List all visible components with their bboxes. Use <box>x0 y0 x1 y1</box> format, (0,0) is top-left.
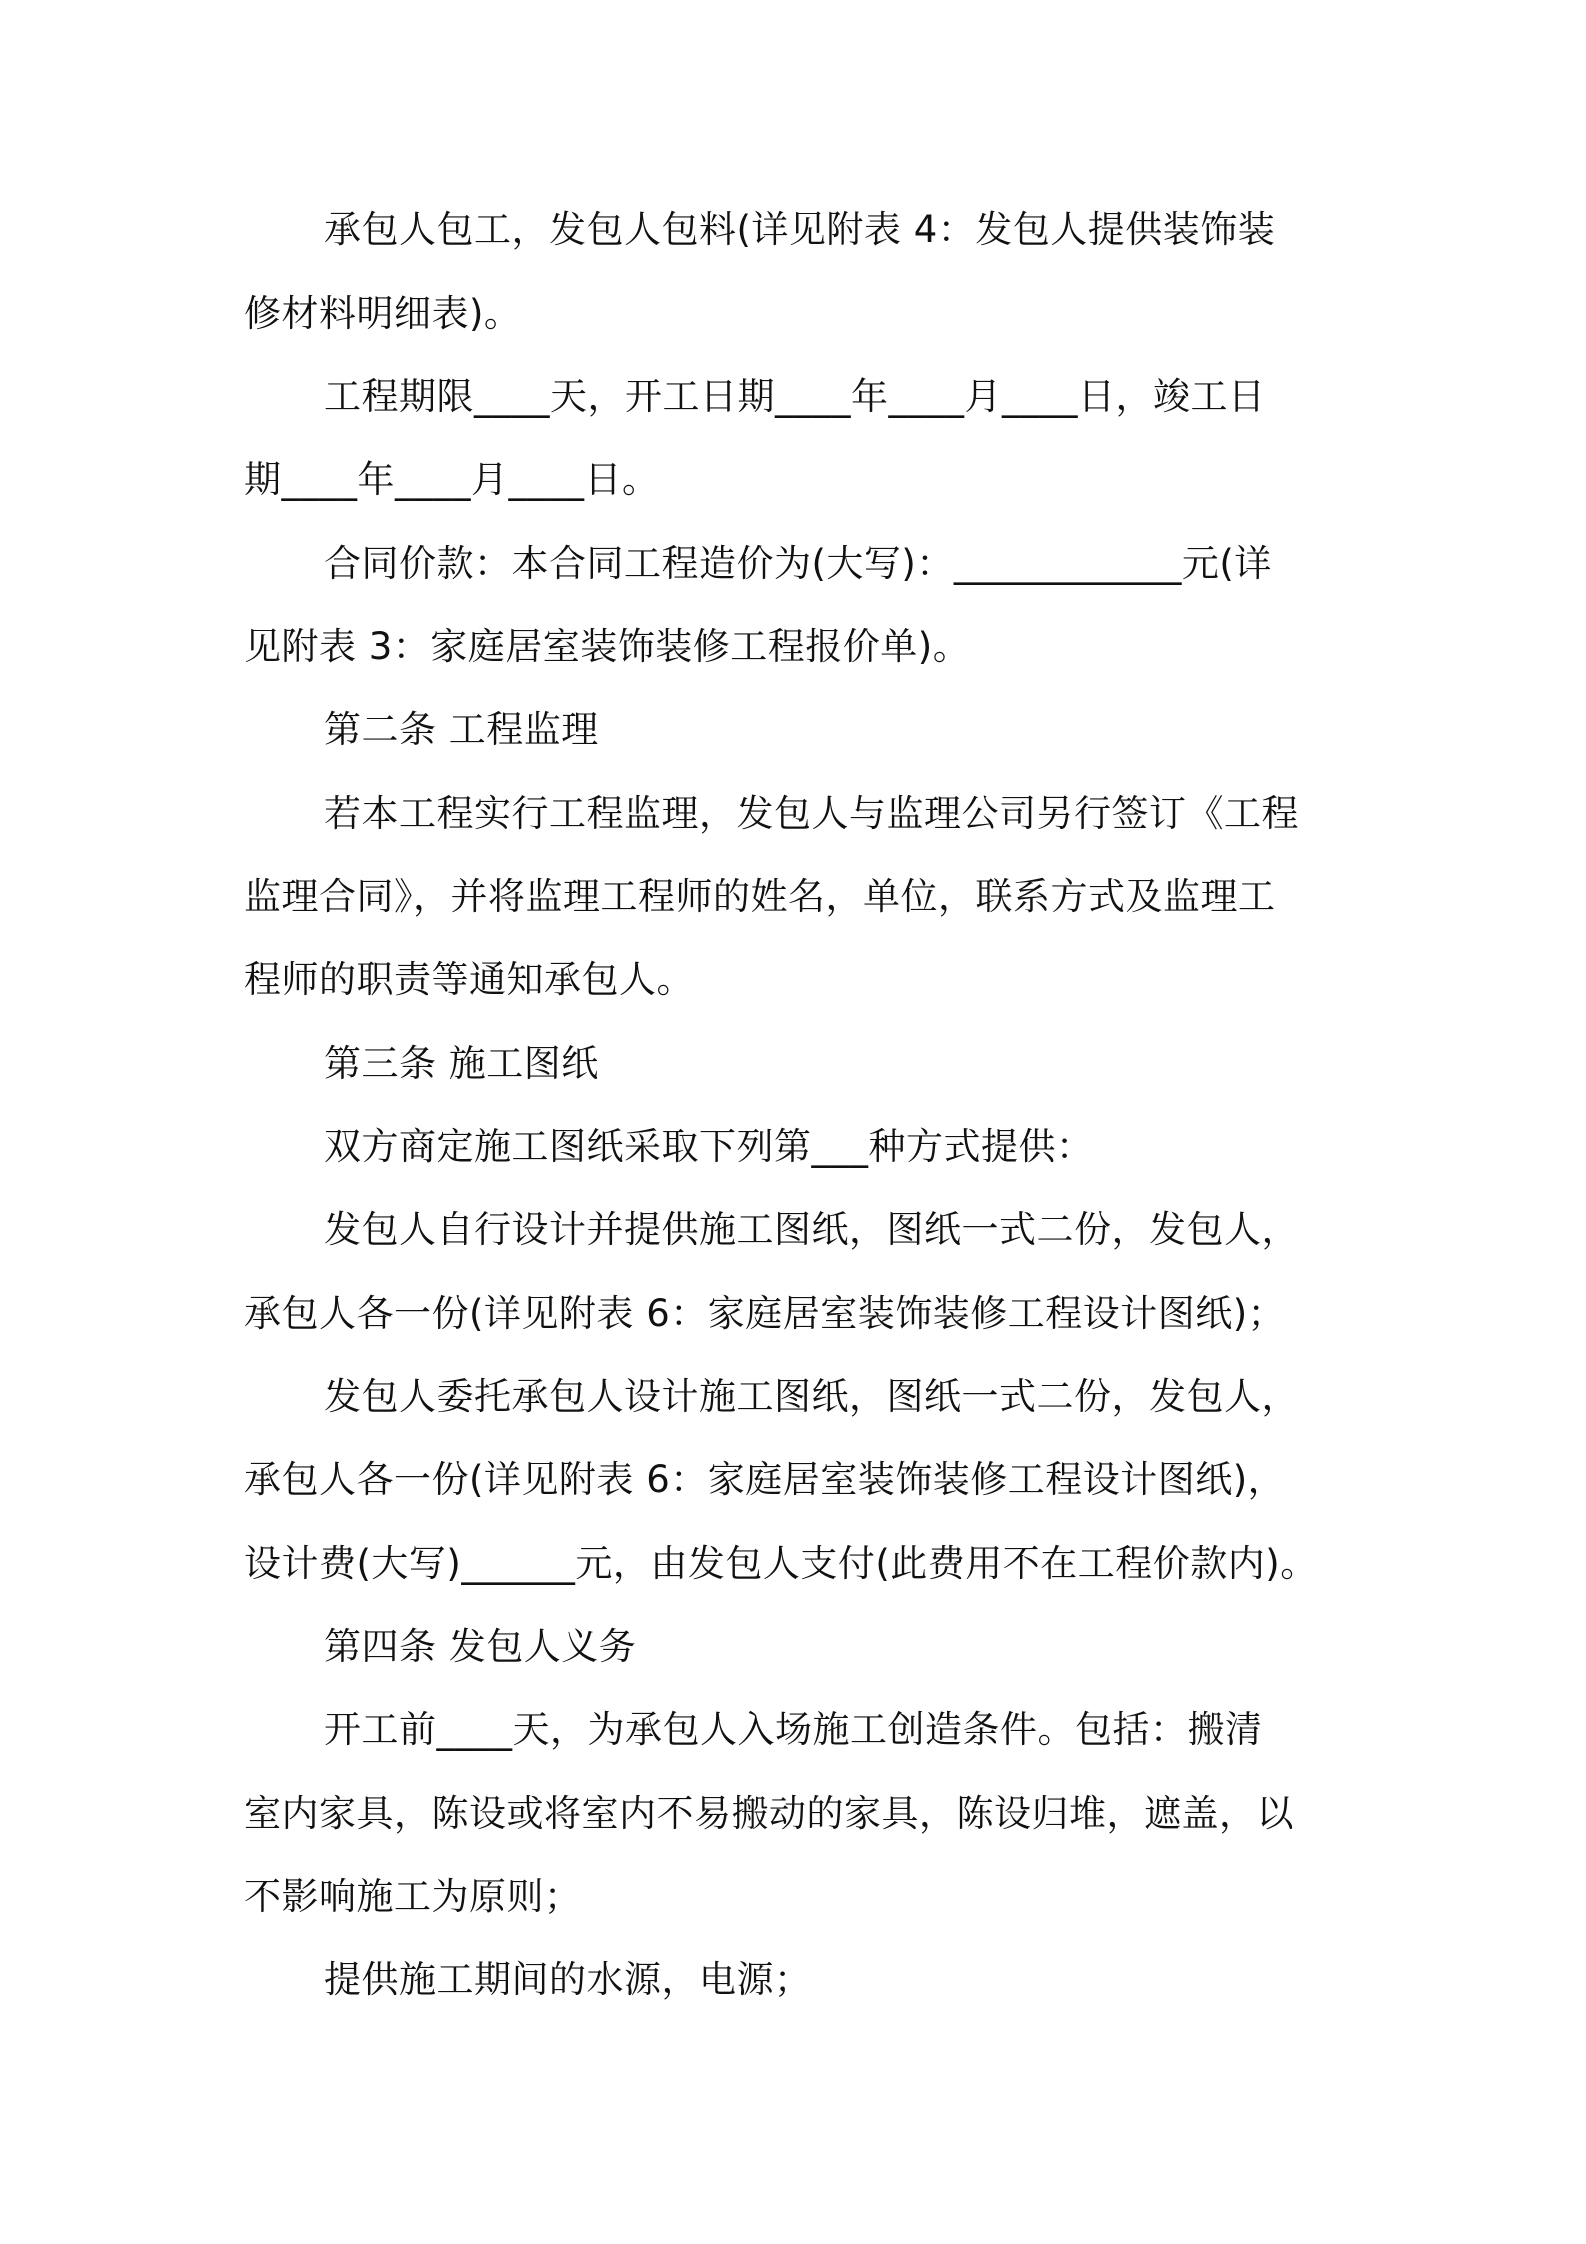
text-line: 发包人委托承包人设计施工图纸，图纸一式二份，发包人， <box>324 1375 1299 1418</box>
text-line: 工程期限____天，开工日期____年____月____日，竣工日 <box>324 375 1266 418</box>
text-line: 双方商定施工图纸采取下列第___种方式提供： <box>324 1125 1094 1168</box>
text-line: 修材料明细表)。 <box>244 292 522 335</box>
text-line: 不影响施工为原则； <box>244 1875 582 1918</box>
text-line: 程师的职责等通知承包人。 <box>244 958 694 1001</box>
text-line: 承包人各一份(详见附表 6：家庭居室装饰装修工程设计图纸)； <box>244 1292 1286 1335</box>
text-line: 承包人各一份(详见附表 6：家庭居室装饰装修工程设计图纸)， <box>244 1458 1286 1501</box>
section-heading: 第二条 工程监理 <box>324 708 599 751</box>
section-heading: 第四条 发包人义务 <box>324 1625 637 1668</box>
section-heading: 第三条 施工图纸 <box>324 1042 599 1085</box>
text-line: 提供施工期间的水源，电源； <box>324 1958 812 2001</box>
text-line: 期____年____月____日。 <box>244 458 660 501</box>
text-line: 若本工程实行工程监理，发包人与监理公司另行签订《工程 <box>324 792 1299 835</box>
text-line: 承包人包工，发包人包料(详见附表 4：发包人提供装饰装 <box>324 208 1276 251</box>
text-line: 发包人自行设计并提供施工图纸，图纸一式二份，发包人， <box>324 1208 1299 1251</box>
text-line: 见附表 3：家庭居室装饰装修工程报价单)。 <box>244 625 971 668</box>
text-line: 合同价款：本合同工程造价为(大写)：____________元(详 <box>324 542 1272 585</box>
text-line: 监理合同》，并将监理工程师的姓名，单位，联系方式及监理工 <box>244 875 1276 918</box>
text-line: 设计费(大写)______元，由发包人支付(此费用不在工程价款内)。 <box>244 1542 1318 1585</box>
text-line: 室内家具，陈设或将室内不易搬动的家具，陈设归堆，遮盖，以 <box>244 1792 1294 1835</box>
text-line: 开工前____天，为承包人入场施工创造条件。包括：搬清 <box>324 1708 1263 1751</box>
